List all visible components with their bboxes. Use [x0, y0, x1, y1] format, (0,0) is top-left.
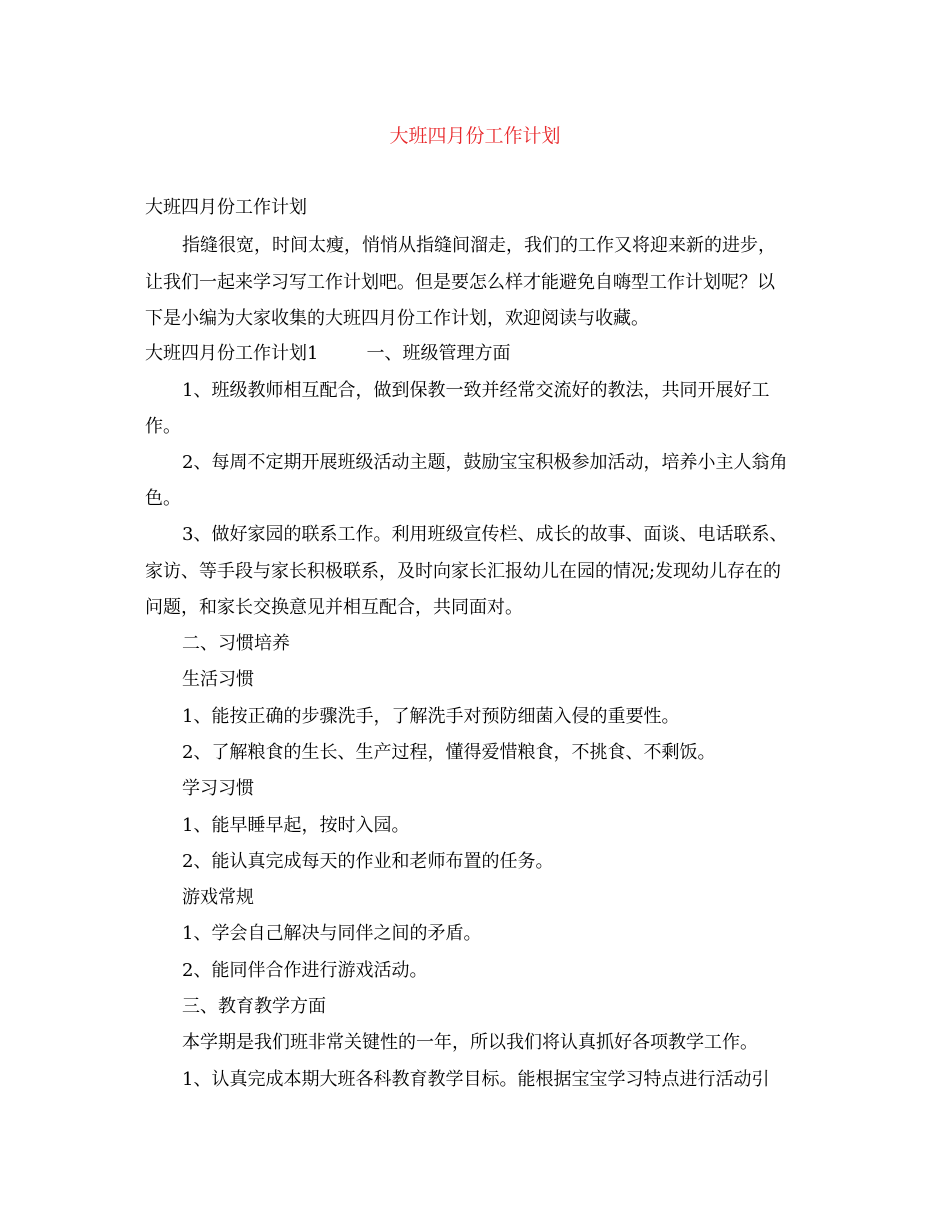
item-1-line-2: 作。	[145, 416, 181, 437]
study-habits-heading: 学习习惯	[182, 778, 254, 799]
game-item-2: 2、能同伴合作进行游戏活动。	[182, 960, 428, 981]
life-item-1: 1、能按正确的步骤洗手，了解洗手对预防细菌入侵的重要性。	[182, 706, 680, 727]
section-3-title: 三、教育教学方面	[182, 996, 326, 1017]
life-habits-heading: 生活习惯	[182, 669, 254, 690]
item-3-line-2: 家访、等手段与家长积极联系，及时向家长汇报幼儿在园的情况;发现幼儿存在的	[145, 561, 782, 582]
game-rules-heading: 游戏常规	[182, 887, 254, 908]
item-1-line-1: 1、班级教师相互配合，做到保教一致并经常交流好的教法，共同开展好工	[182, 380, 770, 401]
study-item-1: 1、能早睡早起，按时入园。	[182, 815, 410, 836]
plan-label: 大班四月份工作计划1	[145, 343, 319, 364]
intro-line-1: 指缝很宽，时间太瘦，悄悄从指缝间溜走，我们的工作又将迎来新的进步，	[182, 235, 776, 256]
item-3-line-1: 3、做好家园的联系工作。利用班级宣传栏、成长的故事、面谈、电话联系、	[182, 524, 788, 545]
game-item-1: 1、学会自己解决与同伴之间的矛盾。	[182, 923, 482, 944]
document-subtitle: 大班四月份工作计划	[145, 197, 307, 218]
study-item-2: 2、能认真完成每天的作业和老师布置的任务。	[182, 851, 554, 872]
intro-line-3: 下是小编为大家收集的大班四月份工作计划，欢迎阅读与收藏。	[145, 308, 649, 329]
section-2-title: 二、习惯培养	[182, 633, 290, 654]
intro-line-2: 让我们一起来学习写工作计划吧。但是要怎么样才能避免自嗨型工作计划呢？以	[145, 272, 775, 293]
life-item-2: 2、了解粮食的生长、生产过程，懂得爱惜粮食，不挑食、不剩饭。	[182, 742, 716, 763]
section-1-title: 一、班级管理方面	[366, 343, 511, 364]
section-3-item-1: 1、认真完成本期大班各科教育教学目标。能根据宝宝学习特点进行活动引	[182, 1069, 770, 1090]
item-3-line-3: 问题，和家长交换意见并相互配合，共同面对。	[145, 597, 523, 618]
section-3-intro: 本学期是我们班非常关键性的一年，所以我们将认真抓好各项教学工作。	[182, 1032, 758, 1053]
item-2-line-2: 色。	[145, 488, 181, 509]
item-2-line-1: 2、每周不定期开展班级活动主题，鼓励宝宝积极参加活动，培养小主人翁角	[182, 452, 788, 473]
document-title: 大班四月份工作计划	[389, 125, 561, 147]
plan-heading-line	[145, 342, 510, 366]
